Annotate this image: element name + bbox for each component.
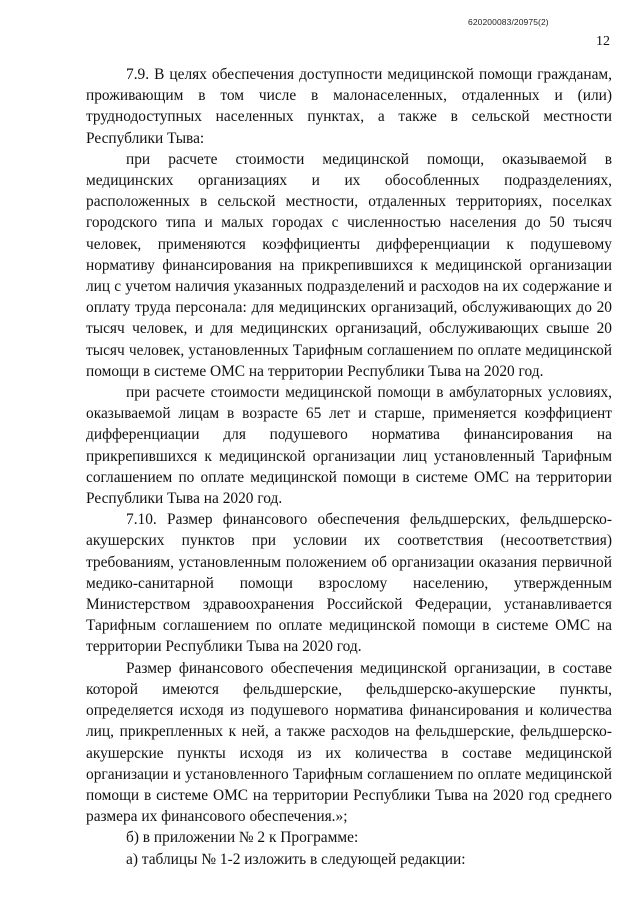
paragraph-elderly-coefficient: при расчете стоимости медицинской помощи в амбулаторных условиях, оказываемой лицам в возрасте 65 лет и старше, применяется коэффициент дифференциации для подушевого норматива финансирования на прикрепившихся к медицинской организации лиц установленный Тарифным соглашением по оплате медицинской помощи в системе ОМС на территории Республики Тыва на 2020 год. [86,384,612,508]
document-id: 620200083/20975(2) [468,17,549,27]
paragraph-tables-1-2: а) таблицы № 1-2 изложить в следующей редакции: [126,850,466,868]
paragraph-appendix-2: б) в приложении № 2 к Программе: [126,829,359,847]
document-body [86,64,612,870]
paragraph-7-10: 7.10. Размер финансового обеспечения фельдшерских, фельдшерско-акушерских пунктов при условии их соответствия (несоответствия) требованиям, установленным положением об организации оказания первичной медико-санитарной помощи взрослому населению, утвержденным Министерством здравоохранения Российской Федерации, устанавливается Тарифным соглашением по оплате медицинской помощи в системе ОМС на территории Республики Тыва на 2020 год. [86,511,612,656]
paragraph-7-9: 7.9. В целях обеспечения доступности медицинской помощи гражданам, проживающим в том числе в малонаселенных, отдаленных и (или) труднодоступных населенных пунктах, а также в сельской местности Республики Тыва: [86,66,612,147]
paragraph-rural-coefficients: при расчете стоимости медицинской помощи, оказываемой в медицинских организациях и их обособленных подразделениях, расположенных в сельской местности, отдаленных территориях, поселках городского типа и малых городах с численностью населения до 50 тысяч человек, применяются коэффициенты дифференциации к подушевому нормативу финансирования на прикрепившихся к медицинской организации лиц с учетом наличия указанных подразделений и расходов на их содержание и оплату труда персонала: для медицинских организаций, обслуживающих до 20 тысяч человек, и для медицинских организаций, обслуживающих свыше 20 тысяч человек, установленных Тарифным соглашением по оплате медицинской помощи в системе ОМС на территории Республики Тыва на 2020 год. [86,150,612,380]
paragraph-fap-financing: Размер финансового обеспечения медицинской организации, в составе которой имеются фельдшерские, фельдшерско-акушерские пункты, определяется исходя из подушевого норматива финансирования и количества лиц, прикрепленных к ней, а также расходов на фельдшерские, фельдшерско-акушерские пункты исходя из их количества в составе медицинской организации и установленного Тарифным соглашением по оплате медицинской помощи в системе ОМС на территории Республики Тыва на 2020 год среднего размера их финансового обеспечения.»; [86,659,612,826]
page-number: 12 [596,34,610,49]
